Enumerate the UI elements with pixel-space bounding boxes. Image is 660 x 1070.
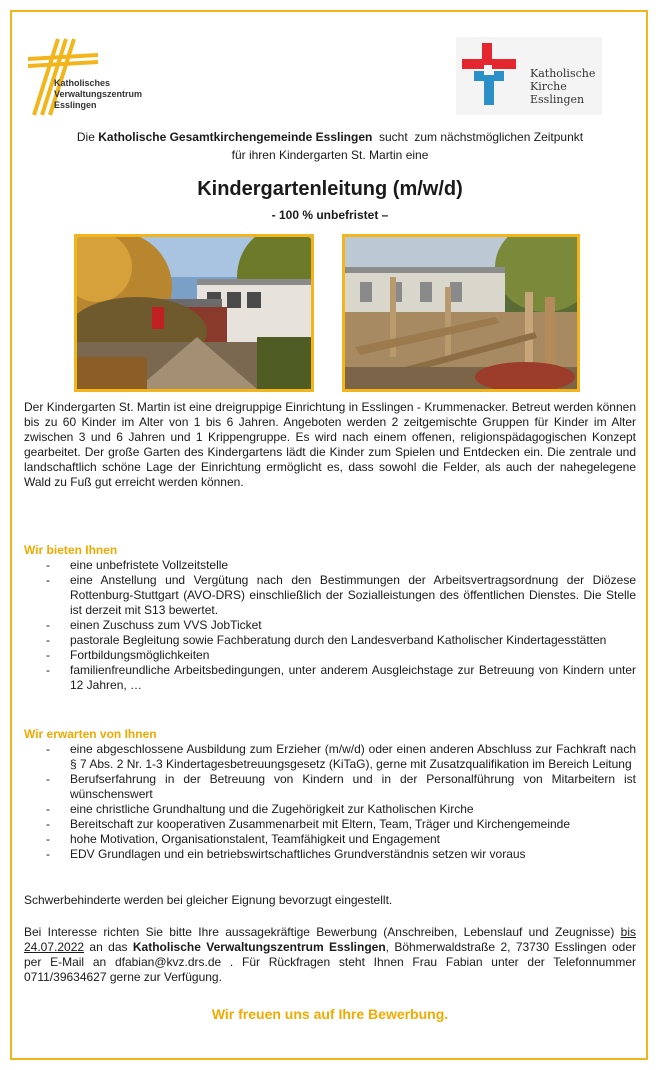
offer-list (24, 558, 636, 693)
intro-org: Katholische Gesamtkirchengemeinde Esslingen (98, 130, 373, 144)
list-item: - familienfreundliche Arbeitsbedingungen, unter anderem Ausgleichstage zur Betreuung von Kindern unter 12 Jahren, … (46, 663, 636, 692)
application-paragraph: Bei Interesse richten Sie bitte Ihre aussagekräftige Bewerbung (Anschreiben, Lebenslauf und Zeugnisse) bis 24.07.2022 an das Katholische Verwaltungszentrum Esslingen, Böhmerwaldstraße 2, 73730 Esslingen oder per E-Mail an dfabian@kvz.drs.de . Für Rückfragen steht Ihnen Frau Fabian unter der Telefonnummer 0711/39634627 gerne zur Verfügung. (24, 925, 636, 984)
list-item: - hohe Motivation, Organisationstalent, Teamfähigkeit und Engagement (46, 832, 441, 846)
intro-text (24, 128, 636, 164)
description-paragraph: Der Kindergarten St. Martin ist eine dreigruppige Einrichtung in Esslingen - Krummenacker. Betreut werden können bis zu 60 Kinder im Alter von 1 bis 6 Jahren. Angeboten werden 2 zeitgemischte Gruppen für Kinder im Alter zwischen 3 und 6 Jahren und 1 Krippengruppe. Es wird nach einem offenen, religionspädagogischen Konzept gearbeitet. Der große Garten des Kindergartens lädt die Kinder zum Spielen und Entdecken ein. Die zentrale und landschaftlich schöne Lage der Einrichtung ermöglicht es, dass sowohl die Felder, als auch der nahegelegene Wald zu Fuß gut erreicht werden können. (24, 400, 636, 489)
expect-heading: Wir erwarten von Ihnen (24, 727, 157, 741)
logo-left-line3: Esslingen (54, 100, 97, 110)
red-blue-cross-icon (456, 37, 526, 115)
kindergarten-garden-photo (342, 234, 580, 392)
kindergarten-building-photo (74, 234, 314, 392)
job-subtitle: - 100 % unbefristet – (271, 208, 389, 222)
list-item: - EDV Grundlagen und ein betriebswirtschaftliches Grundverständnis setzen wir voraus (46, 847, 526, 861)
list-item: - einen Zuschuss zum VVS JobTicket (46, 618, 262, 632)
list-item: - eine Anstellung und Vergütung nach den Bestimmungen der Arbeitsvertragsordnung der Diözese Rottenburg-Stuttgart (AVO-DRS) einschließlich der Sozialleistungen des öffentlichen Dienstes. Die Stelle ist derzeit mit S13 bewertet. (46, 573, 636, 617)
list-item: - Fortbildungsmöglichkeiten (46, 648, 210, 662)
deadline: bis 24.07.2022 (24, 925, 636, 954)
offer-heading: Wir bieten Ihnen (24, 543, 118, 557)
disability-note: Schwerbehinderte werden bei gleicher Eignung bevorzugt eingestellt. (24, 893, 393, 907)
intro-line2: für ihren Kindergarten St. Martin eine (231, 148, 429, 162)
kvz-logo (28, 37, 168, 117)
list-item: - Bereitschaft zur kooperativen Zusammenarbeit mit Eltern, Team, Träger und Kirchengemeinde (46, 817, 571, 831)
job-title: Kindergartenleitung (m/w/d) (197, 178, 463, 200)
expect-list (24, 742, 636, 862)
katholische-kirche-logo (456, 37, 602, 115)
list-item: - pastorale Begleitung sowie Fachberatung durch den Landesverband Katholischer Kindertagesstätten (46, 633, 607, 647)
intro-prefix: Die (76, 130, 99, 144)
list-item: - eine abgeschlossene Ausbildung zum Erzieher (m/w/d) oder einen anderen Abschluss zur Fachkraft nach § 7 Abs. 2 Nr. 1-3 Kindertagesbetreuungsgesetz (KiTaG), gerne mit Zusatzqualifikation im Bereich Leitung (46, 742, 636, 771)
intro-suffix: sucht zum nächstmöglichen Zeitpunkt (372, 130, 584, 144)
logo-left-line1: Katholisches (54, 78, 111, 88)
application-org: Katholische Verwaltungszentrum Esslingen (132, 940, 386, 954)
list-item: - Berufserfahrung in der Betreuung von Kindern und in der Personalführung von Mitarbeitern ist wünschenswert (46, 772, 636, 801)
logo-left-line2: Verwaltungszentrum (54, 89, 143, 99)
logo-right-line1: Katholische (530, 67, 596, 80)
logo-right-line3: Esslingen (530, 93, 585, 106)
list-item: - eine unbefristete Vollzeitstelle (46, 558, 229, 572)
logo-right-line2: Kirche (530, 80, 567, 93)
closing-text: Wir freuen uns auf Ihre Bewerbung. (211, 1006, 449, 1022)
list-item: - eine christliche Grundhaltung und die Zugehörigkeit zur Katholischen Kirche (46, 802, 474, 816)
